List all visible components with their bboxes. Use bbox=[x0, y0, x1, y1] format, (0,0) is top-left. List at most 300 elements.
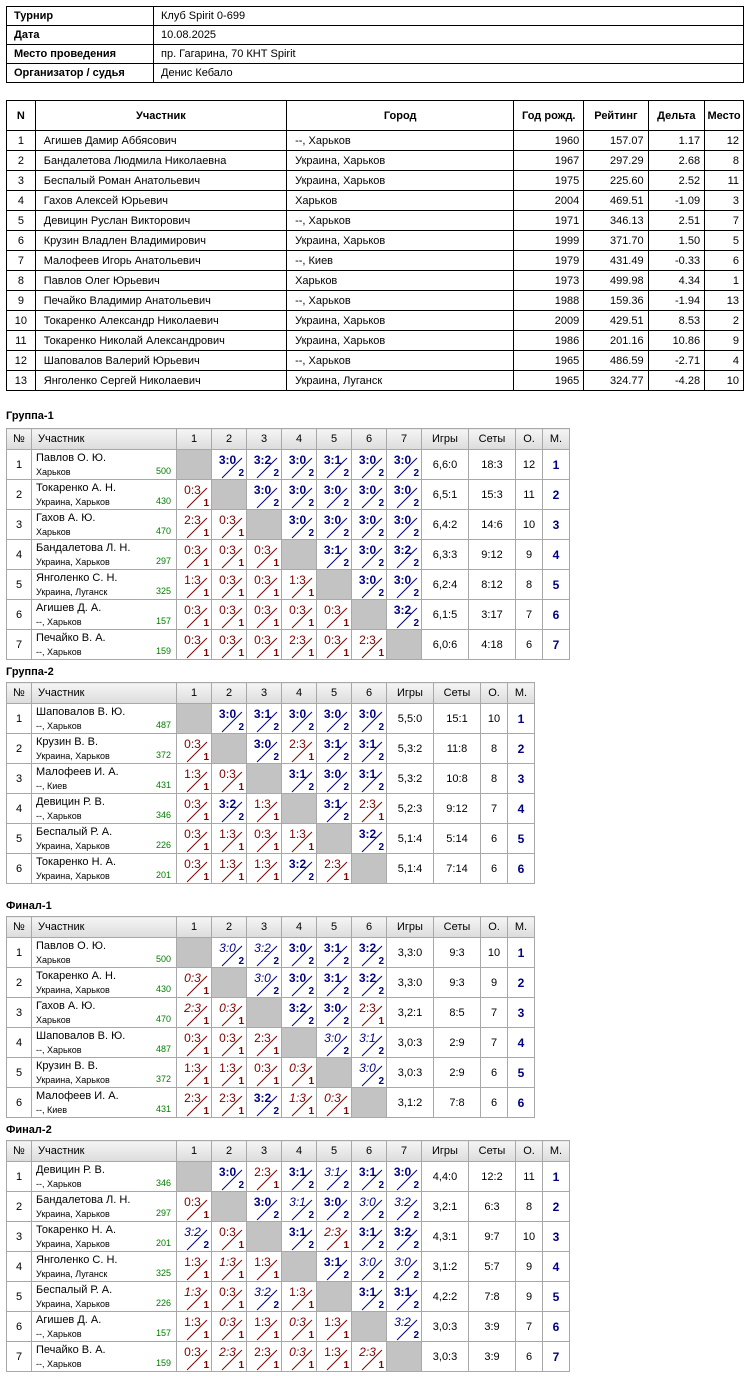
match-points: 1 bbox=[308, 752, 314, 763]
group-row bbox=[7, 1222, 570, 1252]
info-value: Клуб Spirit 0-699 bbox=[154, 7, 744, 26]
player-cell bbox=[32, 854, 177, 884]
match-points: 2 bbox=[378, 528, 384, 539]
match-score: 0:3 bbox=[324, 1091, 341, 1105]
match-points: 1 bbox=[238, 558, 244, 569]
participant-row bbox=[7, 351, 744, 371]
header-opponent: 5 bbox=[317, 1141, 352, 1162]
match-score: 2:3 bbox=[289, 737, 306, 751]
match-points: 1 bbox=[378, 1016, 384, 1027]
match-cell bbox=[247, 1252, 282, 1282]
match-cell bbox=[177, 1058, 212, 1088]
participant-cell: Янголенко Сергей Николаевич bbox=[35, 371, 286, 391]
player-rating: 226 bbox=[155, 840, 171, 850]
match-points: 2 bbox=[273, 956, 279, 967]
match-points: 2 bbox=[413, 1180, 419, 1191]
player-name: Шаповалов В. Ю. bbox=[36, 706, 126, 718]
player-cell bbox=[32, 1342, 177, 1372]
place-cell: 5 bbox=[508, 1058, 535, 1088]
match-score: 3:2 bbox=[393, 603, 412, 617]
player-rating: 346 bbox=[155, 1178, 171, 1188]
match-points: 1 bbox=[308, 842, 314, 853]
match-score: 3:0 bbox=[253, 483, 272, 497]
match-score: 3:1 bbox=[324, 1165, 341, 1179]
match-points: 1 bbox=[273, 618, 279, 629]
points-cell: 10 bbox=[481, 704, 508, 734]
match-cell bbox=[282, 824, 317, 854]
match-cell bbox=[212, 1222, 247, 1252]
empty-cell bbox=[317, 1282, 352, 1312]
match-score: 0:3 bbox=[184, 1031, 201, 1045]
match-cell bbox=[247, 1028, 282, 1058]
points-cell: 6 bbox=[516, 1342, 543, 1372]
participant-cell: Токаренко Александр Николаевич bbox=[35, 311, 286, 331]
match-points: 2 bbox=[308, 1016, 314, 1027]
place-cell: 6 bbox=[543, 1312, 570, 1342]
empty-cell bbox=[352, 1088, 387, 1118]
match-score: 0:3 bbox=[324, 633, 341, 647]
points-cell: 6 bbox=[516, 630, 543, 660]
match-points: 1 bbox=[203, 1016, 209, 1027]
points-cell: 9 bbox=[481, 968, 508, 998]
sets-cell: 14:6 bbox=[469, 510, 516, 540]
match-cell bbox=[177, 824, 212, 854]
participant-cell: 1988 bbox=[514, 291, 584, 311]
match-cell bbox=[282, 480, 317, 510]
match-score: 0:3 bbox=[254, 543, 271, 557]
match-score: 3:0 bbox=[358, 483, 377, 497]
match-score: 0:3 bbox=[184, 603, 201, 617]
player-name: Гахов А. Ю. bbox=[36, 512, 96, 524]
player-city: Украина, Харьков bbox=[36, 1209, 110, 1219]
player-rating: 297 bbox=[155, 1208, 171, 1218]
player-cell bbox=[32, 704, 177, 734]
header-opponent: 4 bbox=[282, 1141, 317, 1162]
participant-cell: 1975 bbox=[514, 171, 584, 191]
match-points: 2 bbox=[203, 1240, 209, 1251]
empty-cell bbox=[177, 938, 212, 968]
match-cell bbox=[317, 1028, 352, 1058]
match-cell bbox=[282, 1192, 317, 1222]
match-score: 1:3 bbox=[184, 767, 201, 781]
match-cell bbox=[282, 968, 317, 998]
row-no: 2 bbox=[7, 480, 32, 510]
player-rating: 470 bbox=[155, 526, 171, 536]
group-row bbox=[7, 938, 535, 968]
participant-cell: 159.36 bbox=[584, 291, 648, 311]
participant-cell: Девицин Руслан Викторович bbox=[35, 211, 286, 231]
match-cell bbox=[387, 1282, 422, 1312]
info-key: Место проведения bbox=[7, 45, 154, 64]
row-no: 5 bbox=[7, 1058, 32, 1088]
group-table bbox=[6, 916, 535, 1118]
match-cell bbox=[212, 1162, 247, 1192]
player-city: Украина, Харьков bbox=[36, 751, 110, 761]
match-cell bbox=[177, 734, 212, 764]
participant-cell: Малофеев Игорь Анатольевич bbox=[35, 251, 286, 271]
match-cell bbox=[282, 1222, 317, 1252]
match-cell bbox=[282, 1058, 317, 1088]
match-cell bbox=[352, 938, 387, 968]
match-points: 2 bbox=[413, 498, 419, 509]
group-row bbox=[7, 704, 535, 734]
match-cell bbox=[247, 570, 282, 600]
match-cell bbox=[352, 510, 387, 540]
points-cell: 8 bbox=[516, 570, 543, 600]
empty-cell bbox=[317, 1058, 352, 1088]
player-cell bbox=[32, 794, 177, 824]
match-points: 2 bbox=[238, 812, 244, 823]
match-cell bbox=[212, 998, 247, 1028]
match-score: 3:0 bbox=[218, 453, 237, 467]
participant-cell: Беспалый Роман Анатольевич bbox=[35, 171, 286, 191]
points-cell: 8 bbox=[481, 764, 508, 794]
match-points: 2 bbox=[343, 528, 349, 539]
match-score: 3:1 bbox=[358, 1285, 377, 1299]
participant-cell: 7 bbox=[7, 251, 36, 271]
match-cell bbox=[352, 734, 387, 764]
match-score: 0:3 bbox=[184, 1195, 201, 1209]
group-row bbox=[7, 794, 535, 824]
info-value: пр. Гагарина, 70 КНТ Spirit bbox=[154, 45, 744, 64]
place-cell: 7 bbox=[543, 630, 570, 660]
sets-cell: 9:12 bbox=[434, 794, 481, 824]
match-points: 2 bbox=[343, 812, 349, 823]
header-opponent: 2 bbox=[212, 429, 247, 450]
place-cell: 6 bbox=[508, 854, 535, 884]
match-cell bbox=[282, 938, 317, 968]
player-rating: 487 bbox=[155, 1044, 171, 1054]
player-rating: 500 bbox=[155, 954, 171, 964]
points-cell: 10 bbox=[481, 938, 508, 968]
participant-cell: Крузин Владлен Владимирович bbox=[35, 231, 286, 251]
player-rating: 430 bbox=[155, 984, 171, 994]
empty-cell bbox=[352, 600, 387, 630]
match-points: 2 bbox=[413, 528, 419, 539]
match-score: 3:1 bbox=[323, 543, 342, 557]
match-points: 1 bbox=[378, 648, 384, 659]
points-cell: 12 bbox=[516, 450, 543, 480]
player-cell bbox=[32, 1028, 177, 1058]
sets-cell: 5:7 bbox=[469, 1252, 516, 1282]
player-city: --, Харьков bbox=[36, 647, 82, 657]
empty-cell bbox=[177, 1162, 212, 1192]
match-score: 0:3 bbox=[254, 1061, 271, 1075]
match-score: 1:3 bbox=[289, 827, 306, 841]
participant-row bbox=[7, 211, 744, 231]
match-score: 2:3 bbox=[254, 1165, 271, 1179]
match-score: 0:3 bbox=[219, 513, 236, 527]
match-points: 2 bbox=[308, 1210, 314, 1221]
match-points: 2 bbox=[273, 468, 279, 479]
match-cell bbox=[317, 600, 352, 630]
match-score: 3:1 bbox=[323, 737, 342, 751]
match-score: 0:3 bbox=[289, 603, 306, 617]
participant-cell: 3 bbox=[705, 191, 744, 211]
match-cell bbox=[247, 1342, 282, 1372]
match-points: 2 bbox=[273, 752, 279, 763]
participant-cell: --, Киев bbox=[287, 251, 514, 271]
match-cell bbox=[317, 1162, 352, 1192]
player-cell bbox=[32, 734, 177, 764]
header-place: М. bbox=[543, 429, 570, 450]
match-score: 1:3 bbox=[254, 1315, 271, 1329]
points-cell: 9 bbox=[516, 1282, 543, 1312]
match-score: 0:3 bbox=[219, 1001, 236, 1015]
header-sets: Сеты bbox=[434, 917, 481, 938]
header-place: М. bbox=[508, 917, 535, 938]
match-score: 0:3 bbox=[254, 603, 271, 617]
match-points: 2 bbox=[343, 1016, 349, 1027]
player-rating: 431 bbox=[155, 780, 171, 790]
match-cell bbox=[177, 1252, 212, 1282]
match-points: 2 bbox=[308, 1240, 314, 1251]
match-points: 1 bbox=[203, 558, 209, 569]
match-points: 2 bbox=[413, 618, 419, 629]
empty-cell bbox=[282, 1252, 317, 1282]
player-city: Украина, Харьков bbox=[36, 985, 110, 995]
player-name: Агишев Д. А. bbox=[36, 602, 102, 614]
match-points: 2 bbox=[308, 1180, 314, 1191]
participant-cell: 4 bbox=[705, 351, 744, 371]
player-cell bbox=[32, 1312, 177, 1342]
match-cell bbox=[317, 540, 352, 570]
match-cell bbox=[317, 480, 352, 510]
match-score: 3:1 bbox=[253, 707, 272, 721]
player-name: Малофеев И. А. bbox=[36, 1090, 119, 1102]
sets-cell: 5:14 bbox=[434, 824, 481, 854]
player-name: Беспалый Р. А. bbox=[36, 826, 113, 838]
match-cell bbox=[247, 734, 282, 764]
match-cell bbox=[317, 734, 352, 764]
participant-cell: 4 bbox=[7, 191, 36, 211]
match-cell bbox=[282, 764, 317, 794]
participant-cell: --, Харьков bbox=[287, 211, 514, 231]
participant-cell: 5 bbox=[7, 211, 36, 231]
match-score: 0:3 bbox=[289, 1315, 306, 1329]
match-score: 1:3 bbox=[254, 1255, 271, 1269]
participant-cell: Бандалетова Людмила Николаевна bbox=[35, 151, 286, 171]
match-score: 1:3 bbox=[219, 1255, 236, 1269]
games-cell: 3,3:0 bbox=[387, 968, 434, 998]
points-cell: 7 bbox=[481, 998, 508, 1028]
place-cell: 2 bbox=[508, 968, 535, 998]
participant-cell: Украина, Харьков bbox=[287, 151, 514, 171]
points-cell: 6 bbox=[481, 824, 508, 854]
player-cell bbox=[32, 1282, 177, 1312]
games-cell: 5,3:2 bbox=[387, 734, 434, 764]
player-rating: 487 bbox=[155, 720, 171, 730]
participant-cell: 2004 bbox=[514, 191, 584, 211]
match-cell bbox=[282, 450, 317, 480]
header-points: О. bbox=[516, 1141, 543, 1162]
group-row bbox=[7, 854, 535, 884]
match-score: 3:0 bbox=[288, 971, 307, 985]
match-cell bbox=[282, 1162, 317, 1192]
match-points: 1 bbox=[203, 528, 209, 539]
group-table bbox=[6, 1140, 570, 1372]
sets-cell: 15:1 bbox=[434, 704, 481, 734]
match-cell bbox=[352, 1342, 387, 1372]
player-name: Павлов О. Ю. bbox=[36, 940, 107, 952]
match-score: 2:3 bbox=[359, 797, 376, 811]
match-score: 0:3 bbox=[254, 573, 271, 587]
empty-cell bbox=[177, 704, 212, 734]
match-points: 1 bbox=[203, 648, 209, 659]
player-cell bbox=[32, 510, 177, 540]
match-points: 2 bbox=[343, 468, 349, 479]
match-cell bbox=[212, 704, 247, 734]
match-cell bbox=[317, 450, 352, 480]
points-cell: 9 bbox=[516, 540, 543, 570]
match-points: 1 bbox=[238, 842, 244, 853]
row-no: 5 bbox=[7, 1282, 32, 1312]
participant-cell: -2.71 bbox=[648, 351, 704, 371]
player-cell bbox=[32, 1192, 177, 1222]
match-points: 2 bbox=[238, 468, 244, 479]
match-points: 1 bbox=[238, 588, 244, 599]
header-games: Игры bbox=[387, 917, 434, 938]
info-row bbox=[7, 26, 744, 45]
player-rating: 297 bbox=[155, 556, 171, 566]
match-points: 1 bbox=[308, 1106, 314, 1117]
participant-cell: 1999 bbox=[514, 231, 584, 251]
participant-cell: 6 bbox=[705, 251, 744, 271]
match-points: 2 bbox=[273, 1210, 279, 1221]
games-cell: 3,2:1 bbox=[387, 998, 434, 1028]
empty-cell bbox=[212, 734, 247, 764]
header-sets: Сеты bbox=[469, 1141, 516, 1162]
player-rating: 372 bbox=[155, 750, 171, 760]
match-points: 1 bbox=[203, 812, 209, 823]
match-score: 0:3 bbox=[219, 1225, 236, 1239]
match-score: 3:0 bbox=[218, 707, 237, 721]
player-rating: 157 bbox=[155, 616, 171, 626]
participant-cell: -1.09 bbox=[648, 191, 704, 211]
match-score: 0:3 bbox=[219, 603, 236, 617]
player-city: --, Харьков bbox=[36, 1329, 82, 1339]
participant-cell: 157.07 bbox=[584, 131, 648, 151]
match-points: 2 bbox=[378, 842, 384, 853]
participant-cell: -1.94 bbox=[648, 291, 704, 311]
participant-cell: Шаповалов Валерий Юрьевич bbox=[35, 351, 286, 371]
match-score: 3:0 bbox=[323, 1195, 342, 1209]
match-cell bbox=[352, 570, 387, 600]
games-cell: 5,3:2 bbox=[387, 764, 434, 794]
match-points: 2 bbox=[308, 956, 314, 967]
row-no: 2 bbox=[7, 1192, 32, 1222]
match-points: 1 bbox=[343, 1240, 349, 1251]
match-score: 3:0 bbox=[288, 941, 307, 955]
empty-cell bbox=[317, 824, 352, 854]
match-points: 1 bbox=[203, 1300, 209, 1311]
match-points: 2 bbox=[343, 956, 349, 967]
match-score: 3:0 bbox=[324, 1031, 341, 1045]
group-row bbox=[7, 1342, 570, 1372]
participant-cell: -0.33 bbox=[648, 251, 704, 271]
header-opponent: 2 bbox=[212, 683, 247, 704]
participants-header: Дельта bbox=[648, 101, 704, 131]
place-cell: 4 bbox=[543, 540, 570, 570]
match-points: 1 bbox=[238, 1330, 244, 1341]
match-cell bbox=[352, 1222, 387, 1252]
match-points: 1 bbox=[203, 1360, 209, 1371]
participant-cell: Харьков bbox=[287, 191, 514, 211]
match-points: 1 bbox=[378, 812, 384, 823]
match-score: 3:2 bbox=[254, 941, 271, 955]
match-points: 2 bbox=[413, 1300, 419, 1311]
match-cell bbox=[212, 1252, 247, 1282]
match-points: 1 bbox=[343, 618, 349, 629]
match-score: 1:3 bbox=[254, 857, 271, 871]
match-cell bbox=[212, 450, 247, 480]
match-cell bbox=[177, 480, 212, 510]
place-cell: 6 bbox=[543, 600, 570, 630]
participant-cell: 2.52 bbox=[648, 171, 704, 191]
participant-cell: 2.68 bbox=[648, 151, 704, 171]
player-cell bbox=[32, 630, 177, 660]
participants-header: Рейтинг bbox=[584, 101, 648, 131]
player-rating: 325 bbox=[155, 586, 171, 596]
points-cell: 10 bbox=[516, 510, 543, 540]
match-cell bbox=[317, 630, 352, 660]
participant-cell: --, Харьков bbox=[287, 291, 514, 311]
player-name: Печайко В. А. bbox=[36, 632, 106, 644]
participant-cell: 9 bbox=[705, 331, 744, 351]
participant-cell: 10.86 bbox=[648, 331, 704, 351]
player-name: Малофеев И. А. bbox=[36, 766, 119, 778]
participant-row bbox=[7, 251, 744, 271]
player-name: Печайко В. А. bbox=[36, 1344, 106, 1356]
games-cell: 6,4:2 bbox=[422, 510, 469, 540]
empty-cell bbox=[352, 854, 387, 884]
player-cell bbox=[32, 1088, 177, 1118]
match-points: 2 bbox=[378, 956, 384, 967]
participant-cell: 1.50 bbox=[648, 231, 704, 251]
participant-cell: 8.53 bbox=[648, 311, 704, 331]
player-city: --, Харьков bbox=[36, 617, 82, 627]
match-score: 3:1 bbox=[393, 1285, 412, 1299]
place-cell: 1 bbox=[508, 704, 535, 734]
participant-cell: 2 bbox=[7, 151, 36, 171]
match-score: 3:2 bbox=[358, 827, 377, 841]
match-score: 3:1 bbox=[323, 453, 342, 467]
player-name: Токаренко А. Н. bbox=[36, 970, 117, 982]
participant-cell: 10 bbox=[705, 371, 744, 391]
match-score: 3:0 bbox=[288, 707, 307, 721]
match-points: 2 bbox=[378, 1210, 384, 1221]
place-cell: 6 bbox=[508, 1088, 535, 1118]
match-score: 3:1 bbox=[358, 1165, 377, 1179]
empty-cell bbox=[212, 480, 247, 510]
header-games: Игры bbox=[387, 683, 434, 704]
match-points: 2 bbox=[378, 498, 384, 509]
player-rating: 431 bbox=[155, 1104, 171, 1114]
match-points: 1 bbox=[203, 1270, 209, 1281]
place-cell: 4 bbox=[508, 1028, 535, 1058]
match-points: 1 bbox=[343, 1360, 349, 1371]
match-cell bbox=[317, 938, 352, 968]
header-opponent: 3 bbox=[247, 1141, 282, 1162]
match-cell bbox=[352, 794, 387, 824]
group-row bbox=[7, 1282, 570, 1312]
points-cell: 6 bbox=[481, 854, 508, 884]
player-cell bbox=[32, 1058, 177, 1088]
match-points: 1 bbox=[273, 1180, 279, 1191]
empty-cell bbox=[282, 794, 317, 824]
match-points: 1 bbox=[238, 648, 244, 659]
match-points: 2 bbox=[308, 872, 314, 883]
